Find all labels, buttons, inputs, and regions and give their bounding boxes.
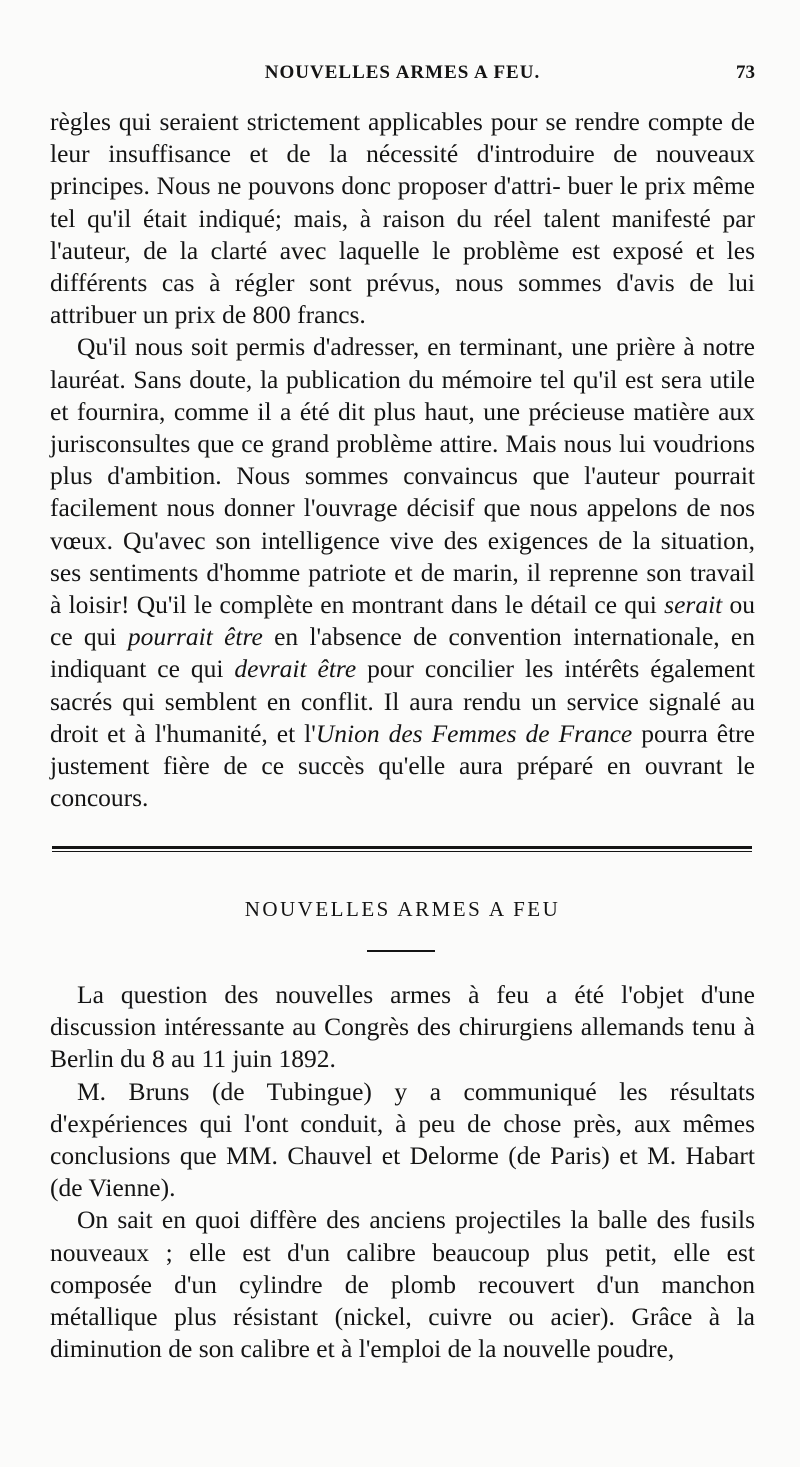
section-text-block [50, 979, 755, 1365]
closing-paragraph [50, 331, 755, 814]
paragraph-text: en l'absence de convention internationale, en indiquant ce qui [50, 622, 756, 684]
paragraph-text: Qu'il nous soit permis d'adresser, en terminant, une prière à notre lauréat. Sans doute, la publication du mémoire tel qu'il est sera utile et fournira, comme il a été dit plus haut, une précieuse matière aux jurisconsultes que ce grand problème attire. Mais nous lui voudrions plus d'ambition. Nous sommes convaincus que l'auteur pourrait facilement nous donner l'ouvrage décisif que nous appelons de nos vœux. Qu'avec son intelligence vive des exigences de la situation, ses sentiments d'homme patriote et de marin, il reprenne son travail à loisir! Qu'il le complète en montrant dans le détail ce qui [50, 332, 755, 620]
section-paragraph-2: M. Bruns (de Tubingue) y a communiqué les résultats d'expériences qui l'ont conduit, à peu de chose près, aux mêmes conclusions que MM. Chauvel et Delorme (de Paris) et M. Habart (de Vienne). [50, 1076, 755, 1203]
section-paragraph-1: La question des nouvelles armes à feu a été l'objet d'une discussion intéressante au Congrès des chirurgiens allemands tenu à Berlin du 8 au 11 juin 1892. [50, 980, 755, 1074]
text-line: problème est exposé et les différents cas à régler sont prévus, [50, 235, 755, 298]
italic-union-des-femmes: Union des Femmes de France [315, 718, 633, 748]
text-line: nouveaux principes. Nous ne pouvons donc proposer d'attri- [50, 139, 755, 201]
text-line: compte de leur insuffisance et de la nécessité d'introduire de [50, 107, 756, 169]
continued-text-block [50, 106, 755, 814]
section-divider [52, 846, 752, 852]
text-line: règles qui seraient strictement applicables pour se rendre [50, 107, 648, 136]
running-head [50, 62, 755, 92]
running-title: NOUVELLES ARMES A FEU. [264, 62, 541, 83]
text-line: réel talent manifesté par l'auteur, de la clarté avec laquelle le [50, 203, 755, 265]
heading-underline [367, 950, 435, 952]
text-line: nous sommes d'avis de lui attribuer un prix de 800 francs. [50, 268, 755, 330]
section-heading: NOUVELLES ARMES A FEU [244, 897, 561, 921]
italic-serait: serait [664, 590, 723, 620]
paragraph-text: ou ce qui [50, 590, 755, 652]
section-paragraph-3: On sait en quoi diffère des anciens projectiles la balle des fusils nouveaux ; elle est d'un calibre beaucoup plus petit, elle est composée d'un cylindre de plomb recouvert d'un manchon métallique plus résistant (nickel, cuivre ou acier). Grâce à la diminution de son calibre et à l'emploi de la nouvelle poudre, [50, 1205, 755, 1364]
continued-paragraph [50, 106, 755, 331]
italic-devrait-etre: devrait être [234, 654, 357, 684]
page-number: 73 [736, 62, 755, 83]
italic-pourrait-etre: pourrait être [127, 622, 263, 652]
text-line: buer le prix même tel qu'il était indiqué; mais, à raison du [50, 171, 755, 233]
paragraph-text: pour concilier les intérêts également sacrés qui semblent en conflit. Il aura rendu un service signalé au droit et à l'humanité, et l' [50, 654, 756, 748]
paragraph-text: pourra être justement fière de ce succès qu'elle aura préparé en ouvrant le concours. [50, 718, 755, 813]
